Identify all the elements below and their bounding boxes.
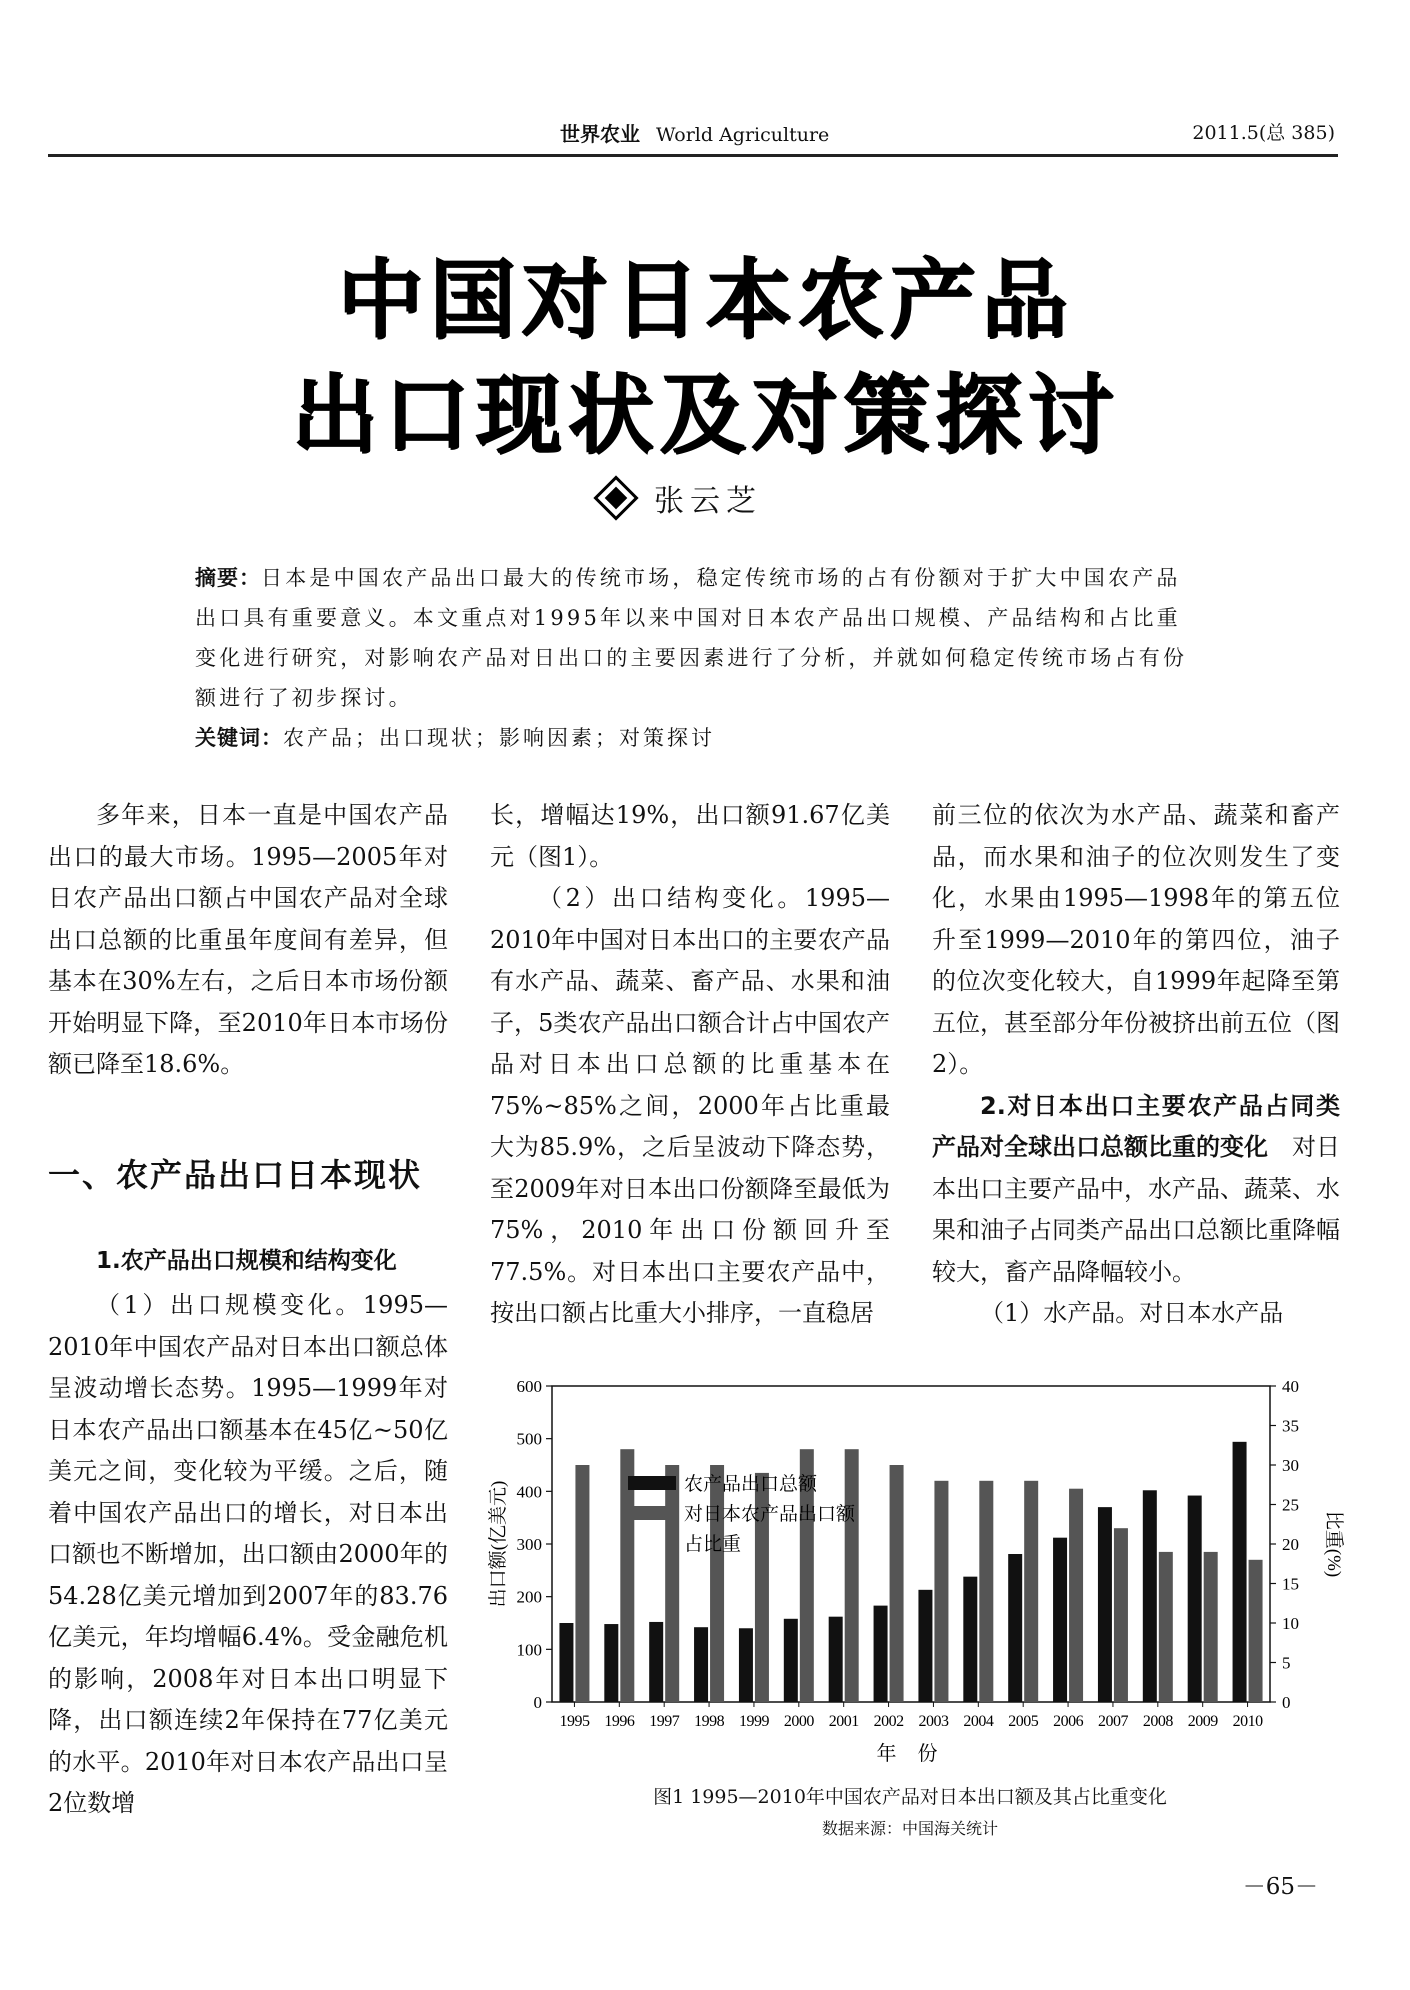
bar-japan-share	[1069, 1489, 1083, 1702]
issue-number: 2011.5(总 385)	[1192, 122, 1335, 144]
bar-total-export	[1233, 1442, 1247, 1702]
x-axis-tick-label: 1999	[738, 1713, 769, 1730]
keywords-label: 关键词：	[195, 726, 283, 750]
legend-swatch-total	[628, 1476, 676, 1490]
figure-source: 数据来源：中国海关统计	[821, 1819, 998, 1838]
bar-japan-share	[845, 1449, 859, 1702]
right-axis-tick-label: 30	[1282, 1456, 1299, 1475]
legend-swatch-share	[628, 1506, 676, 1520]
page-number: －65－	[1242, 1874, 1318, 1900]
aquatic-paragraph: （1）水产品。对日本水产品	[980, 1299, 1284, 1327]
left-axis-tick-label: 500	[516, 1429, 542, 1449]
bar-japan-share	[575, 1465, 589, 1702]
bar-total-export	[784, 1619, 798, 1702]
bar-total-export	[1098, 1507, 1112, 1702]
abstract-label: 摘要：	[195, 566, 261, 590]
bar-total-export	[604, 1624, 618, 1702]
bar-total-export	[1008, 1554, 1022, 1702]
article-title-line-2: 出口现状及对策探讨	[291, 365, 1119, 465]
export-scale-paragraph: （1）出口规模变化。1995—2010年中国农产品对日本出口额总体呈波动增长态势。1995—1999年对日本农产品出口额基本在45亿~50亿美元之间，变化较为平缓。之后，随着中国农产品出口的增长，对日本出口额也不断增加，出口额由2000年的54.28亿美元增加到2007年的83.76亿美元，年均增幅6.4%。受金融危机的影响，2008年对日本出口明显下降，出口额连续2年保持在77亿美元的水平。2010年对日本农产品出口呈2位数增	[48, 1291, 448, 1817]
left-axis-tick-label: 200	[516, 1587, 542, 1607]
journal-name	[560, 118, 829, 147]
right-axis-tick-label: 35	[1282, 1416, 1299, 1436]
column-1-body	[48, 1285, 448, 1825]
x-axis-tick-label: 2008	[1142, 1713, 1173, 1730]
bar-japan-share	[890, 1465, 904, 1702]
export-structure-continued: 前三位的依次为水产品、蔬菜和畜产品，而水果和油子的位次则发生了变化，水果由1995—1998年的第五位升至1999—2010年的第四位，油子的位次变化较大，自1999年起降至第五位，甚至部分年份被挤出前五位（图2）。	[932, 801, 1340, 1078]
bar-total-export	[963, 1577, 977, 1702]
bar-japan-share	[665, 1465, 679, 1702]
abstract-text: 日本是中国农产品出口最大的传统市场，稳定传统市场的占有份额对于扩大中国农产品出口具有重要意义。本文重点对1995年以来中国对日本农产品出口规模、产品结构和占比重变化进行研究，对影响农产品对日出口的主要因素进行了分析，并就如何稳定传统市场占有份额进行了初步探讨。	[195, 566, 1188, 710]
abstract	[195, 558, 1195, 718]
x-axis-tick-label: 1996	[604, 1713, 635, 1730]
left-axis-tick-label: 100	[516, 1640, 542, 1660]
article-title-line-1: 中国对日本农产品	[337, 250, 1073, 350]
column-2	[490, 795, 890, 1335]
left-axis-tick-label: 0	[533, 1693, 542, 1712]
x-axis-tick-label: 2010	[1232, 1713, 1263, 1730]
x-axis-tick-label: 2009	[1187, 1713, 1218, 1730]
x-axis-tick-label: 2002	[873, 1713, 904, 1730]
bar-total-export	[1143, 1490, 1157, 1702]
legend-label-share-2: 占比重	[684, 1534, 742, 1555]
bar-total-export	[829, 1617, 843, 1702]
legend-label-share-1: 对日本农产品出口额	[684, 1504, 856, 1525]
bar-japan-share	[1114, 1528, 1128, 1702]
keywords	[195, 722, 715, 752]
left-axis-tick-label: 300	[516, 1535, 542, 1554]
x-axis-label: 年 份	[876, 1743, 946, 1765]
diamond-ornament-icon	[593, 475, 638, 520]
x-axis-tick-label: 2004	[963, 1713, 994, 1730]
author-block	[600, 478, 762, 518]
bar-japan-share	[1249, 1560, 1263, 1702]
right-axis-tick-label: 10	[1282, 1614, 1299, 1633]
x-axis-tick-label: 1995	[559, 1713, 590, 1730]
header-divider	[48, 154, 1338, 157]
bar-japan-share	[1024, 1481, 1038, 1702]
bar-total-export	[1053, 1538, 1067, 1702]
figure-caption: 图1 1995—2010年中国农产品对日本出口额及其占比重变化	[653, 1786, 1167, 1808]
bar-japan-share	[710, 1465, 724, 1702]
export-structure-paragraph: （2）出口结构变化。1995—2010年中国对日本出口的主要农产品有水产品、蔬菜、畜产品、水果和油子，5类农产品出口额合计占中国农产品对日本出口总额的比重基本在75%~85%之间，2000年占比重最大为85.9%，之后呈波动下降态势，至2009年对日本出口份额降至最低为75%，2010年出口份额回升至77.5%。对日本出口主要农产品中，按出口额占比重大小排序，一直稳居	[490, 884, 890, 1327]
bar-total-export	[1188, 1496, 1202, 1702]
bar-japan-share	[1159, 1552, 1173, 1702]
bar-total-export	[918, 1590, 932, 1702]
x-axis-tick-label: 2000	[783, 1713, 814, 1730]
left-axis-label: 出口额(亿美元)	[488, 1480, 509, 1608]
bar-total-export	[874, 1606, 888, 1702]
x-axis-tick-label: 2005	[1008, 1713, 1039, 1730]
author-name: 张云芝	[654, 484, 762, 519]
export-scale-continued: 长，增幅达19%，出口额91.67亿美元（图1）。	[490, 801, 890, 871]
right-axis-tick-label: 15	[1282, 1574, 1299, 1594]
right-axis-tick-label: 5	[1282, 1653, 1291, 1673]
journal-name-en: World Agriculture	[656, 124, 830, 146]
left-axis-tick-label: 400	[516, 1482, 542, 1502]
subsection-1-heading: 1.农产品出口规模和结构变化	[96, 1248, 397, 1274]
right-axis-tick-label: 25	[1282, 1495, 1299, 1515]
section-1-heading: 一、农产品出口日本现状	[48, 1156, 423, 1194]
subsection-2-heading: 2.对日本出口主要农产品占同类产品对全球出口总额比重的变化	[932, 1091, 1340, 1161]
right-axis-tick-label: 0	[1282, 1693, 1291, 1712]
x-axis-tick-label: 2006	[1053, 1713, 1084, 1730]
bar-japan-share	[979, 1481, 993, 1702]
bar-total-export	[649, 1622, 663, 1702]
bar-japan-share	[934, 1481, 948, 1702]
intro-paragraph: 多年来，日本一直是中国农产品出口的最大市场。1995—2005年对日农产品出口额占中国农产品对全球出口总额的比重虽年度间有差异，但基本在30%左右，之后日本市场份额开始明显下降，至2010年日本市场份额已降至18.6%。	[48, 801, 448, 1078]
right-axis-tick-label: 40	[1282, 1377, 1299, 1396]
journal-name-cn: 世界农业	[560, 122, 640, 146]
x-axis-tick-label: 1997	[649, 1713, 680, 1730]
bar-total-export	[694, 1627, 708, 1702]
legend-label-total: 农产品出口总额	[684, 1474, 818, 1495]
keywords-text: 农产品；出口现状；影响因素；对策探讨	[283, 726, 715, 750]
column-1-intro	[48, 795, 448, 1086]
left-axis-tick-label: 600	[516, 1377, 542, 1396]
bar-total-export	[559, 1623, 573, 1702]
x-axis-tick-label: 2003	[918, 1713, 949, 1730]
x-axis-tick-label: 1998	[694, 1713, 725, 1730]
right-axis-label: 比重(%)	[1323, 1510, 1344, 1578]
x-axis-tick-label: 2001	[828, 1713, 859, 1730]
figure-1-chart	[480, 1377, 1344, 1778]
share-paragraph: 对日本出口主要产品中，水产品、蔬菜、水果和油子占同类产品出口总额比重降幅较大，畜产品降幅较小。	[932, 1133, 1340, 1286]
x-axis-tick-label: 2007	[1097, 1713, 1128, 1730]
right-axis-tick-label: 20	[1282, 1535, 1299, 1554]
bar-japan-share	[1204, 1552, 1218, 1702]
column-3	[932, 795, 1340, 1335]
bar-total-export	[739, 1628, 753, 1702]
